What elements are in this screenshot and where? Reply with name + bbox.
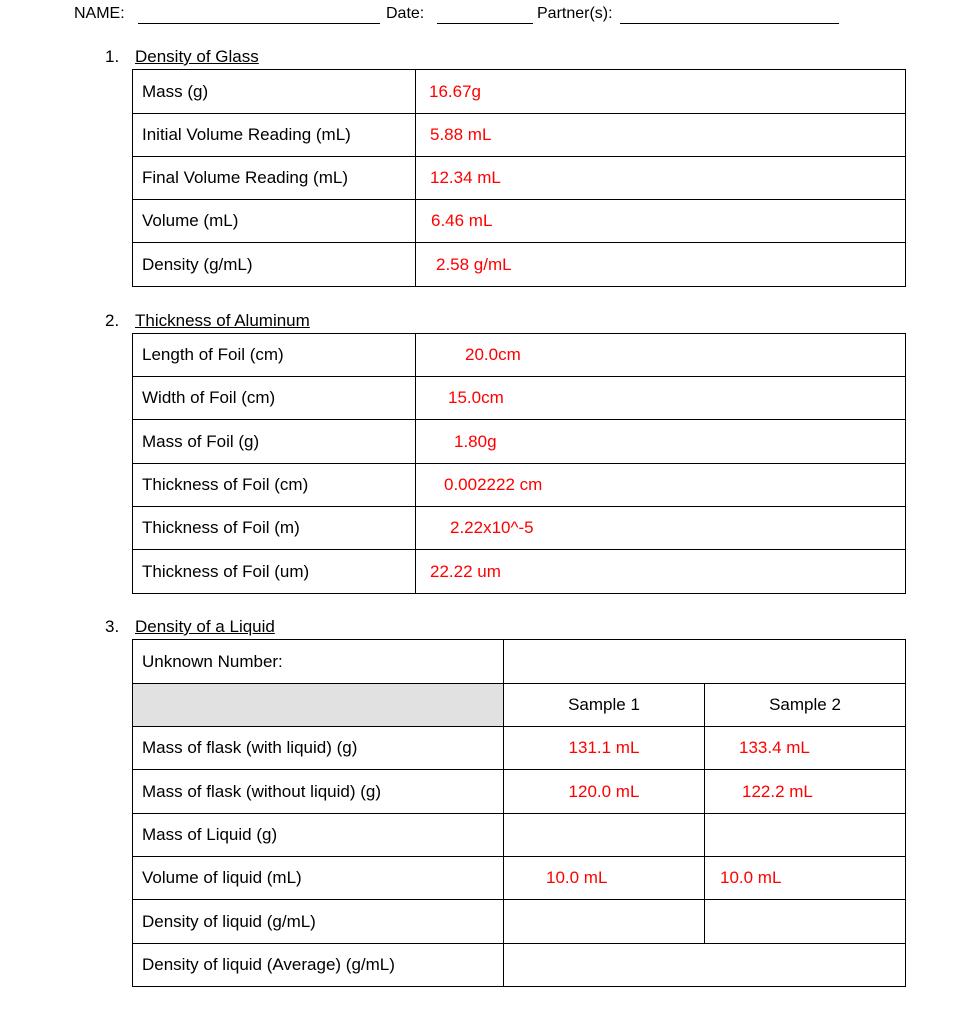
value-cell[interactable]: 6.46 mL: [416, 200, 906, 243]
shaded-cell: [133, 684, 504, 727]
table-row: [133, 334, 906, 377]
section-1-number: 1.: [105, 47, 120, 66]
row-label: Thickness of Foil (um): [133, 550, 416, 594]
table-row: [133, 243, 906, 287]
table-row: [133, 900, 906, 944]
table-row: [133, 550, 906, 594]
row-label: Mass (g): [133, 70, 416, 114]
row-label: Density of liquid (g/mL): [133, 900, 504, 944]
partner-label: Partner(s):: [537, 5, 613, 22]
table-row: [133, 857, 906, 900]
date-field[interactable]: [437, 23, 533, 24]
row-label: Mass of flask (with liquid) (g): [133, 727, 504, 770]
row-label: Thickness of Foil (m): [133, 507, 416, 550]
sample-1-header: Sample 1: [504, 684, 705, 727]
sample-1-cell[interactable]: [504, 900, 705, 944]
sample-1-cell[interactable]: 10.0 mL: [504, 857, 705, 900]
section-2-title: Thickness of Aluminum: [135, 311, 310, 330]
sample-2-cell[interactable]: 133.4 mL: [705, 727, 906, 770]
section-2-number: 2.: [105, 311, 120, 330]
density-of-liquid-table: [132, 639, 906, 987]
average-density-label: Density of liquid (Average) (g/mL): [133, 944, 504, 987]
name-field[interactable]: [138, 23, 380, 24]
sample-1-cell[interactable]: 120.0 mL: [504, 770, 705, 814]
table-row: [133, 200, 906, 243]
row-label: Volume (mL): [133, 200, 416, 243]
sample-1-cell[interactable]: 131.1 mL: [504, 727, 705, 770]
sample-2-cell[interactable]: 10.0 mL: [705, 857, 906, 900]
value-cell[interactable]: 16.67g: [416, 70, 906, 114]
sample-2-cell[interactable]: [705, 814, 906, 857]
row-label: Mass of flask (without liquid) (g): [133, 770, 504, 814]
row-label: Final Volume Reading (mL): [133, 157, 416, 200]
table-row: [133, 944, 906, 987]
table-row: [133, 157, 906, 200]
table-row: [133, 727, 906, 770]
sample-2-header: Sample 2: [705, 684, 906, 727]
row-label: Mass of Liquid (g): [133, 814, 504, 857]
value-cell[interactable]: 22.22 um: [416, 550, 906, 594]
section-1-title: Density of Glass: [135, 47, 259, 66]
value-cell[interactable]: 12.34 mL: [416, 157, 906, 200]
unknown-number-cell[interactable]: [504, 640, 906, 684]
value-cell[interactable]: 15.0cm: [416, 377, 906, 420]
value-cell[interactable]: 20.0cm: [416, 334, 906, 377]
table-row: [133, 770, 906, 814]
section-3-number: 3.: [105, 617, 120, 636]
date-label: Date:: [386, 5, 425, 22]
value-cell[interactable]: 5.88 mL: [416, 114, 906, 157]
table-row: [133, 814, 906, 857]
value-cell[interactable]: 2.58 g/mL: [416, 243, 906, 287]
row-label: Volume of liquid (mL): [133, 857, 504, 900]
value-cell[interactable]: 2.22x10^-5: [416, 507, 906, 550]
table-row: [133, 640, 906, 684]
sample-2-cell[interactable]: 122.2 mL: [705, 770, 906, 814]
thickness-of-aluminum-table: [132, 333, 906, 594]
section-1-heading: [105, 47, 259, 67]
sample-2-cell[interactable]: [705, 900, 906, 944]
value-cell[interactable]: 1.80g: [416, 420, 906, 464]
density-of-glass-table: [132, 69, 906, 287]
row-label: Mass of Foil (g): [133, 420, 416, 464]
table-row: [133, 420, 906, 464]
table-row: [133, 507, 906, 550]
name-label: NAME:: [74, 5, 125, 22]
value-cell[interactable]: 0.002222 cm: [416, 464, 906, 507]
table-row: [133, 377, 906, 420]
row-label: Density (g/mL): [133, 243, 416, 287]
row-label: Width of Foil (cm): [133, 377, 416, 420]
row-label: Length of Foil (cm): [133, 334, 416, 377]
section-3-title: Density of a Liquid: [135, 617, 275, 636]
section-3-heading: [105, 617, 275, 637]
table-row: [133, 464, 906, 507]
sample-1-cell[interactable]: [504, 814, 705, 857]
table-row: [133, 70, 906, 114]
table-row: [133, 684, 906, 727]
partner-field[interactable]: [620, 23, 839, 24]
average-density-cell[interactable]: [504, 944, 906, 987]
row-label: Initial Volume Reading (mL): [133, 114, 416, 157]
row-label: Thickness of Foil (cm): [133, 464, 416, 507]
unknown-number-label: Unknown Number:: [133, 640, 504, 684]
table-row: [133, 114, 906, 157]
section-2-heading: [105, 311, 310, 331]
